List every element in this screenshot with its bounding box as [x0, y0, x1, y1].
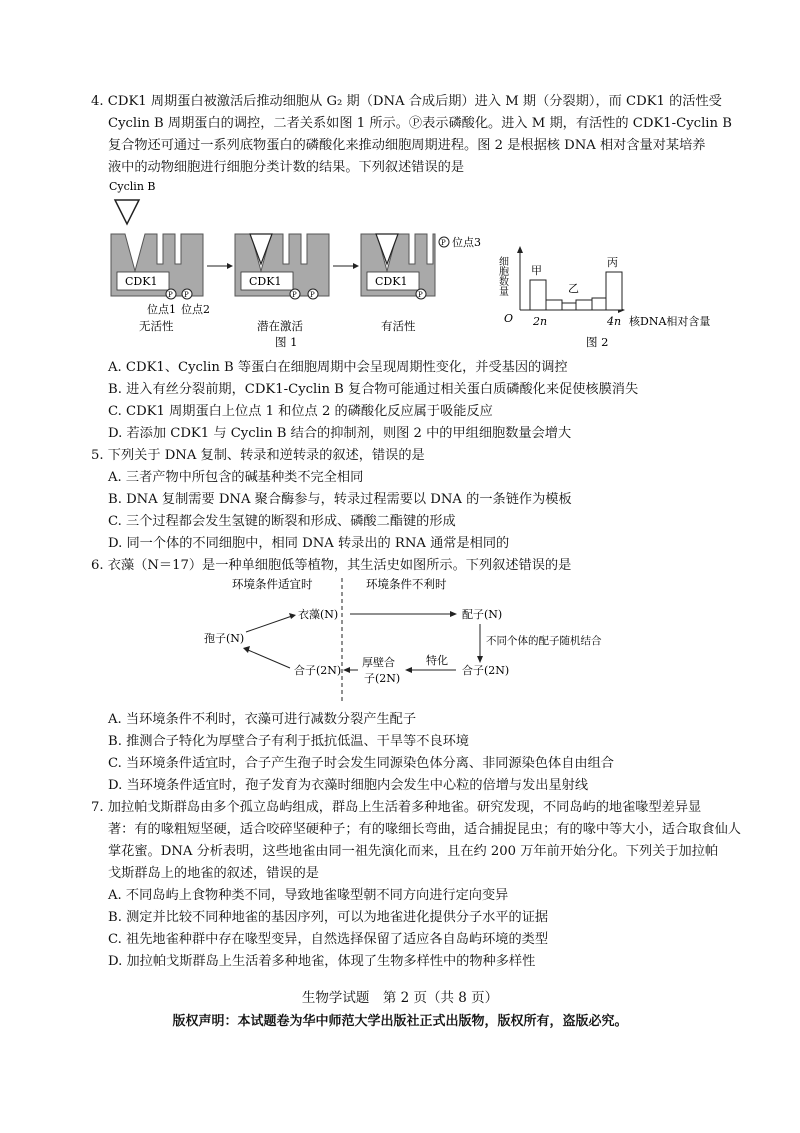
node-hezi-left: 合子(2N) [294, 664, 342, 677]
bar-yi-1 [546, 300, 562, 310]
figure-2-caption: 图 2 [586, 335, 609, 349]
bar-yi-2 [562, 303, 576, 310]
node-hezi-right: 合子(2N) [462, 664, 510, 677]
p-symbol: P [418, 291, 423, 299]
q6-option-d: D. 当环境条件适宜时，孢子发育为衣藻时细胞内会发生中心粒的倍增与发出星射线 [108, 778, 589, 793]
label-yi: 乙 [568, 282, 579, 295]
cyclin-b-label: Cyclin B [109, 180, 156, 193]
arrow-head [243, 646, 250, 653]
random-fusion-label: 不同个体的配子随机结合 [486, 635, 602, 647]
cyclin-b-triangle-icon [115, 200, 139, 224]
q7-option-b: B. 测定并比较不同种地雀的基因序列，可以为地雀进化提供分子水平的证据 [108, 910, 549, 925]
figure-1-cdk1-diagram [105, 176, 495, 349]
q6-option-c: C. 当环境条件适宜时，合子产生孢子时会发生同源染色体分离、非同源染色体自由组合 [108, 756, 614, 771]
site-1-label: 位点1 [147, 303, 176, 316]
q5-option-b: B. DNA 复制需要 DNA 聚合酶参与，转录过程需要以 DNA 的一条链作为模板 [108, 492, 572, 507]
figure-2-histogram [496, 246, 725, 350]
q4-stem-line-4: 液中的动物细胞进行细胞分类计数的结果。下列叙述错误的是 [108, 160, 465, 175]
state-potential-label: 潜在激活 [257, 319, 303, 333]
q5-stem: 5. 下列关于 DNA 复制、转录和逆转录的叙述，错误的是 [91, 448, 425, 463]
bar-bing [606, 272, 622, 310]
site-2-label: 位点2 [181, 303, 210, 316]
bar-yi-4 [592, 298, 606, 310]
figure-1-caption: 图 1 [275, 335, 298, 349]
q4-stem-line-1: 4. CDK1 周期蛋白被激活后推动细胞从 G₂ 期（DNA 合成后期）进入 M 期（分裂期），而 CDK1 的活性受 [91, 94, 722, 109]
header-favorable: 环境条件适宜时 [232, 577, 313, 591]
q4-option-c: C. CDK1 周期蛋白上位点 1 和位点 2 的磷酸化反应属于吸能反应 [108, 404, 493, 419]
q6-stem: 6. 衣藻（N＝17）是一种单细胞低等植物，其生活史如图所示。下列叙述错误的是 [91, 558, 572, 573]
arrow-head [289, 613, 296, 619]
cdk1-label-1: CDK1 [125, 275, 158, 288]
q4-option-d: D. 若添加 CDK1 与 Cyclin B 结合的抑制剂，则图 2 中的甲组细胞数量会增大 [108, 426, 572, 441]
q4-option-b: B. 进入有丝分裂前期，CDK1-Cyclin B 复合物可能通过相关蛋白质磷酸化来促使核膜消失 [108, 382, 639, 397]
arrow-head [450, 611, 457, 617]
node-houbi-line1: 厚壁合 [362, 656, 395, 669]
node-baozi: 孢子(N) [204, 632, 245, 645]
p-symbol: P [310, 291, 315, 299]
node-peizi: 配子(N) [462, 608, 503, 621]
cdk1-label-3: CDK1 [375, 275, 408, 288]
cdk1-label-2: CDK1 [249, 275, 282, 288]
q7-stem-line-4: 戈斯群岛上的地雀的叙述，错误的是 [108, 866, 319, 881]
p-symbol: P [168, 291, 173, 299]
q5-option-d: D. 同一个体的不同细胞中，相同 DNA 转录出的 RNA 通常是相同的 [108, 536, 510, 551]
fig2-origin: O [504, 312, 514, 325]
arrow-2-head [353, 263, 359, 269]
fig2-xlabel: 核DNA相对含量 [629, 315, 711, 328]
arrow-baozi-to-yizao [246, 616, 292, 632]
tick-2n: 2n [533, 315, 548, 328]
arrow-hezi-to-baozi [248, 650, 290, 668]
header-unfavorable: 环境条件不利时 [366, 577, 447, 591]
site-3-label: 位点3 [452, 236, 481, 249]
arrow-1-head [227, 263, 233, 269]
p-symbol: P [292, 291, 297, 299]
state-inactive-label: 无活性 [139, 319, 174, 333]
copyright-notice: 版权声明：本试题卷为华中师范大学出版社正式出版物，版权所有，盗版必究。 [172, 1014, 628, 1029]
q7-option-a: A. 不同岛屿上食物种类不同，导致地雀喙型朝不同方向进行定向变异 [108, 888, 509, 903]
label-bing: 丙 [607, 256, 618, 269]
chlamydomonas-life-cycle-diagram [190, 576, 630, 706]
q5-option-c: C. 三个过程都会发生氢键的断裂和形成、磷酸二酯键的形成 [108, 514, 456, 529]
arrow-head [343, 667, 350, 673]
q7-option-c: C. 祖先地雀种群中存在喙型变异，自然选择保留了适应各自岛屿环境的类型 [108, 932, 549, 947]
q7-option-d: D. 加拉帕戈斯群岛上生活着多种地雀，体现了生物多样性中的物种多样性 [108, 954, 536, 969]
bar-jia [530, 280, 546, 310]
fig2-y-arrow [517, 246, 523, 253]
state-active-label: 有活性 [381, 319, 416, 333]
q5-option-a: A. 三者产物中所包含的碱基种类不完全相同 [108, 470, 364, 485]
q4-option-a: A. CDK1、Cyclin B 等蛋白在细胞周期中会呈现周期性变化，并受基因的调控 [108, 360, 568, 375]
q7-stem-line-2: 著：有的喙粗短坚硬，适合咬碎坚硬种子；有的喙细长弯曲，适合捕捉昆虫；有的喙中等大小，适合取食仙人 [108, 822, 741, 837]
tick-4n: 4n [607, 315, 622, 328]
node-houbi-line2: 子(2N) [364, 672, 401, 685]
q6-option-b: B. 推测合子特化为厚壁合子有利于抵抗低温、干旱等不良环境 [108, 734, 469, 749]
q7-stem-line-1: 7. 加拉帕戈斯群岛由多个孤立岛屿组成，群岛上生活着多种地雀。研究发现，不同岛屿的地雀喙型差异显 [91, 800, 702, 815]
node-yizao: 衣藻(N) [298, 608, 339, 621]
q4-stem-line-3: 复合物还可通过一系列底物蛋白的磷酸化来推动细胞周期进程。图 2 是根据核 DNA 相对含量对某培养 [108, 138, 706, 153]
p-symbol: P [184, 291, 189, 299]
label-jia: 甲 [531, 264, 542, 277]
arrow-head [477, 656, 483, 663]
fig2-ylabel: 细胞数量 [496, 256, 508, 296]
q7-stem-line-3: 掌花蜜。DNA 分析表明，这些地雀由同一祖先演化而来，且在约 200 万年前开始分化。下列关于加拉帕 [108, 844, 719, 859]
page-number: 生物学试题 第 2 页（共 8 页） [301, 990, 499, 1006]
tehua-label: 特化 [426, 654, 448, 667]
bar-yi-3 [576, 300, 592, 310]
q4-stem-line-2: Cyclin B 周期蛋白的调控，二者关系如图 1 所示。Ⓟ表示磷酸化。进入 M 期，有活性的 CDK1-Cyclin B [108, 116, 732, 131]
q6-option-a: A. 当环境条件不利时，衣藻可进行减数分裂产生配子 [108, 712, 417, 727]
arrow-head [405, 667, 412, 673]
p-symbol: P [441, 239, 446, 247]
